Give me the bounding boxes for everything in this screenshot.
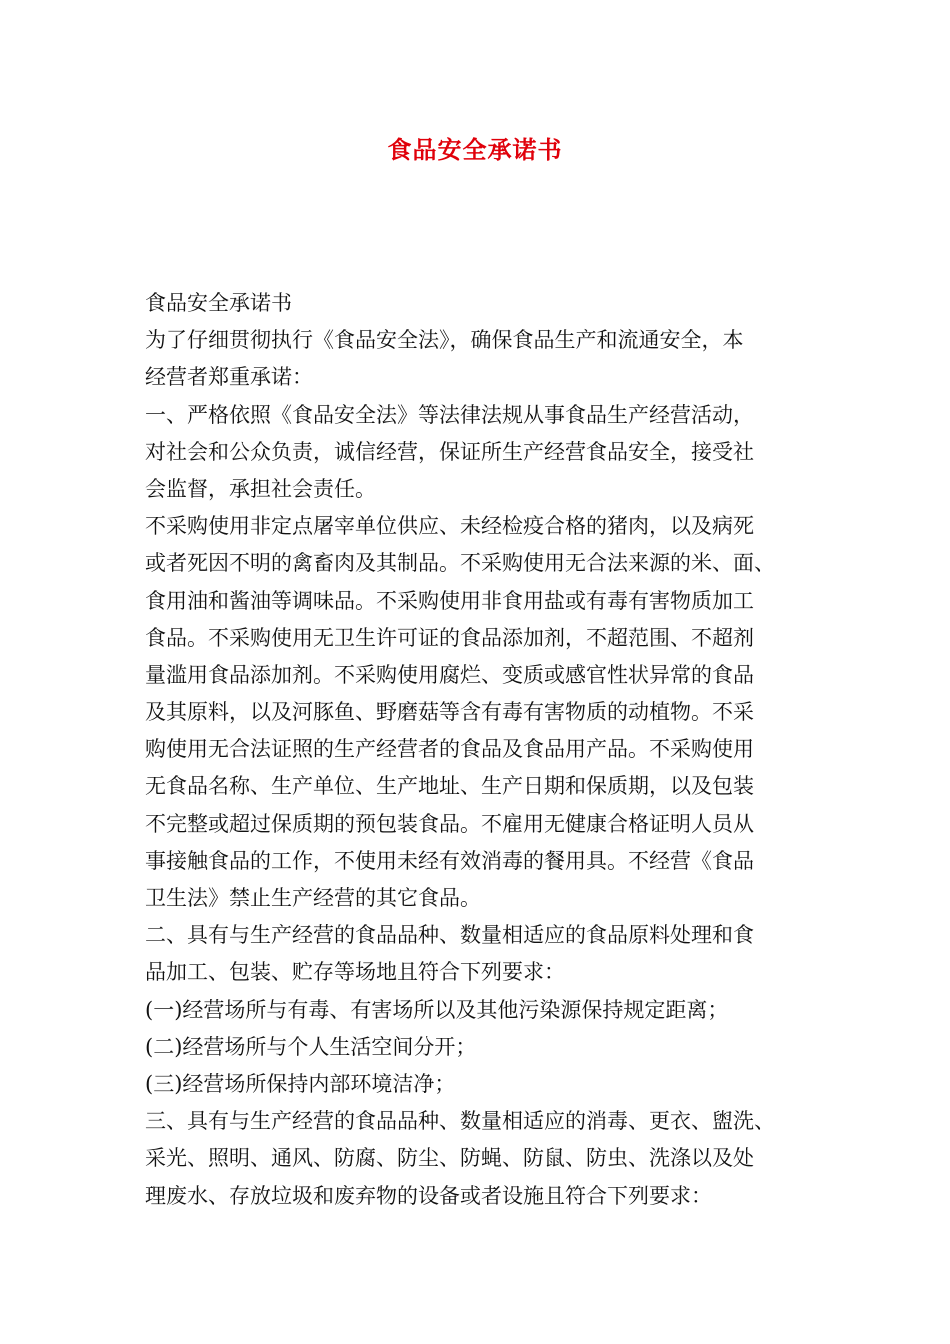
text-line: (一)经营场所与有毒、有害场所以及其他污染源保持规定距离； [145, 997, 729, 1022]
document-body [145, 285, 825, 1215]
text-line: 事接触食品的工作，不使用未经有效消毒的餐用具。不经营《食品 [145, 848, 754, 873]
text-line: 品加工、包装、贮存等场地且符合下列要求： [145, 960, 565, 985]
text-line: 或者死因不明的禽畜肉及其制品。不采购使用无合法来源的米、面、 [145, 551, 775, 576]
text-line: 无食品名称、生产单位、生产地址、生产日期和保质期，以及包装 [145, 774, 754, 799]
text-line: 会监督，承担社会责任。 [145, 476, 376, 501]
text-line: 卫生法》禁止生产经营的其它食品。 [145, 886, 481, 910]
text-line: 采光、照明、通风、防腐、防尘、防蝇、防鼠、防虫、洗涤以及处 [145, 1146, 754, 1171]
text-line: 食品。不采购使用无卫生许可证的食品添加剂，不超范围、不超剂 [145, 625, 754, 650]
text-line: 一、严格依照《食品安全法》等法律法规从事食品生产经营活动， [145, 402, 754, 427]
text-line: (二)经营场所与个人生活空间分开； [145, 1034, 477, 1059]
text-line: 食品安全承诺书 [145, 291, 292, 315]
text-line: 对社会和公众负责，诚信经营，保证所生产经营食品安全，接受社 [145, 439, 754, 464]
document-title: 食品安全承诺书 [387, 135, 563, 164]
text-line: 为了仔细贯彻执行《食品安全法》，确保食品生产和流通安全，本 [145, 328, 744, 353]
text-line: 二、具有与生产经营的食品品种、数量相适应的食品原料处理和食 [145, 923, 754, 948]
text-line: 理废水、存放垃圾和废弃物的设备或者设施且符合下列要求： [145, 1183, 712, 1208]
text-line: 不采购使用非定点屠宰单位供应、未经检疫合格的猪肉，以及病死 [145, 514, 754, 539]
text-line: (三)经营场所保持内部环境洁净； [145, 1071, 456, 1096]
text-line: 不完整或超过保质期的预包装食品。不雇用无健康合格证明人员从 [145, 811, 754, 836]
text-line: 食用油和酱油等调味品。不采购使用非食用盐或有毒有害物质加工 [145, 588, 754, 613]
text-line: 购使用无合法证照的生产经营者的食品及食品用产品。不采购使用 [145, 737, 754, 762]
text-line: 经营者郑重承诺： [145, 365, 313, 390]
text-line: 及其原料，以及河豚鱼、野磨菇等含有毒有害物质的动植物。不采 [145, 700, 754, 725]
text-line: 三、具有与生产经营的食品品种、数量相适应的消毒、更衣、盥洗、 [145, 1109, 775, 1134]
text-line: 量滥用食品添加剂。不采购使用腐烂、变质或感官性状异常的食品 [145, 662, 754, 687]
